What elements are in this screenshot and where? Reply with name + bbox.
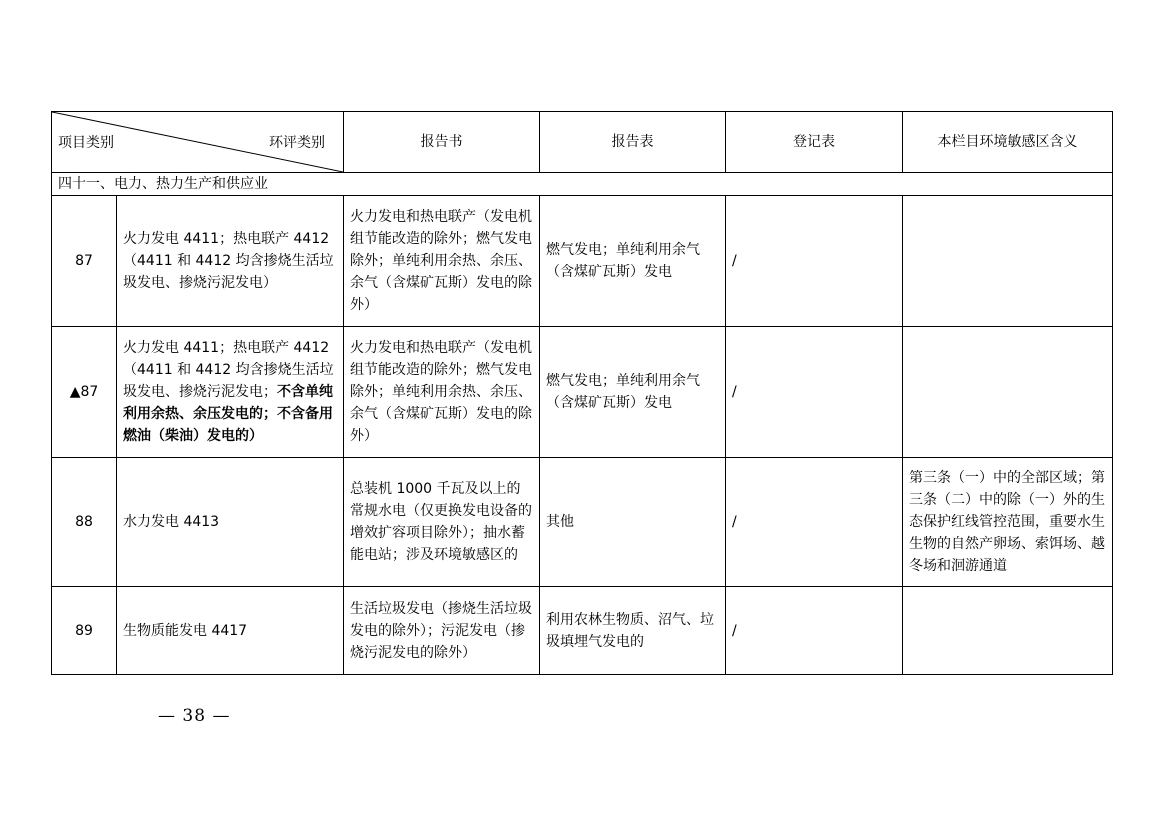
- report-book-cell: 总装机 1000 千瓦及以上的常规水电（仅更换发电设备的增效扩容项目除外）；抽水蓄能电站；涉及环境敏感区的: [344, 458, 540, 587]
- project-category-cell: 生物质能发电 4417: [117, 587, 344, 675]
- row-number: ▲87: [52, 327, 117, 458]
- project-category-cell: 火力发电 4411；热电联产 4412（4411 和 4412 均含掺烧生活垃圾发电、掺烧污泥发电）: [117, 196, 344, 327]
- row-number: 88: [52, 458, 117, 587]
- sensitive-area-cell: [903, 587, 1113, 675]
- sensitive-area-cell: [903, 196, 1113, 327]
- diagonal-header-cell: [52, 112, 344, 173]
- report-book-cell: 火力发电和热电联产（发电机组节能改造的除外；燃气发电除外；单纯利用余热、余压、余气（含煤矿瓦斯）发电的除外）: [344, 327, 540, 458]
- table-header-row: [52, 112, 1113, 173]
- row-number: 89: [52, 587, 117, 675]
- eia-category-label: 环评类别: [269, 135, 325, 151]
- report-book-cell: 生活垃圾发电（掺烧生活垃圾发电的除外）；污泥发电（掺烧污泥发电的除外）: [344, 587, 540, 675]
- sensitive-area-cell: 第三条（一）中的全部区域；第三条（二）中的除（一）外的生态保护红线管控范围，重要水生生物的自然产卵场、索饵场、越冬场和洄游通道: [903, 458, 1113, 587]
- sensitive-area-cell: [903, 327, 1113, 458]
- report-form-cell: 燃气发电；单纯利用余气（含煤矿瓦斯）发电: [540, 196, 726, 327]
- sensitive-area-header: 本栏目环境敏感区含义: [903, 112, 1113, 173]
- table-row: [52, 458, 1113, 587]
- report-form-header: 报告表: [540, 112, 726, 173]
- row-number: 87: [52, 196, 117, 327]
- project-category-label: 项目类别: [58, 135, 114, 151]
- table-row: [52, 196, 1113, 327]
- report-form-cell: 利用农林生物质、沼气、垃圾填埋气发电的: [540, 587, 726, 675]
- report-book-cell: 火力发电和热电联产（发电机组节能改造的除外；燃气发电除外；单纯利用余热、余压、余气（含煤矿瓦斯）发电的除外）: [344, 196, 540, 327]
- project-text: 火力发电 4411；热电联产 4412（4411 和 4412 均含掺烧生活垃圾发电、掺烧污泥发电；: [123, 340, 334, 400]
- report-book-header: 报告书: [344, 112, 540, 173]
- section-title: 四十一、电力、热力生产和供应业: [52, 173, 1113, 196]
- project-category-cell: 水力发电 4413: [117, 458, 344, 587]
- report-form-cell: 其他: [540, 458, 726, 587]
- table-row: [52, 327, 1113, 458]
- eia-classification-table: [51, 111, 1113, 675]
- project-bold-text: 不含单纯利用余热、余压发电的；不含备用燃油（柴油）发电的）: [123, 384, 333, 444]
- section-row: [52, 173, 1113, 196]
- page-number: — 38 —: [158, 706, 231, 726]
- registration-cell: /: [726, 327, 903, 458]
- project-category-cell: [117, 327, 344, 458]
- table-row: [52, 587, 1113, 675]
- registration-cell: /: [726, 196, 903, 327]
- registration-cell: /: [726, 458, 903, 587]
- registration-form-header: 登记表: [726, 112, 903, 173]
- report-form-cell: 燃气发电；单纯利用余气（含煤矿瓦斯）发电: [540, 327, 726, 458]
- registration-cell: /: [726, 587, 903, 675]
